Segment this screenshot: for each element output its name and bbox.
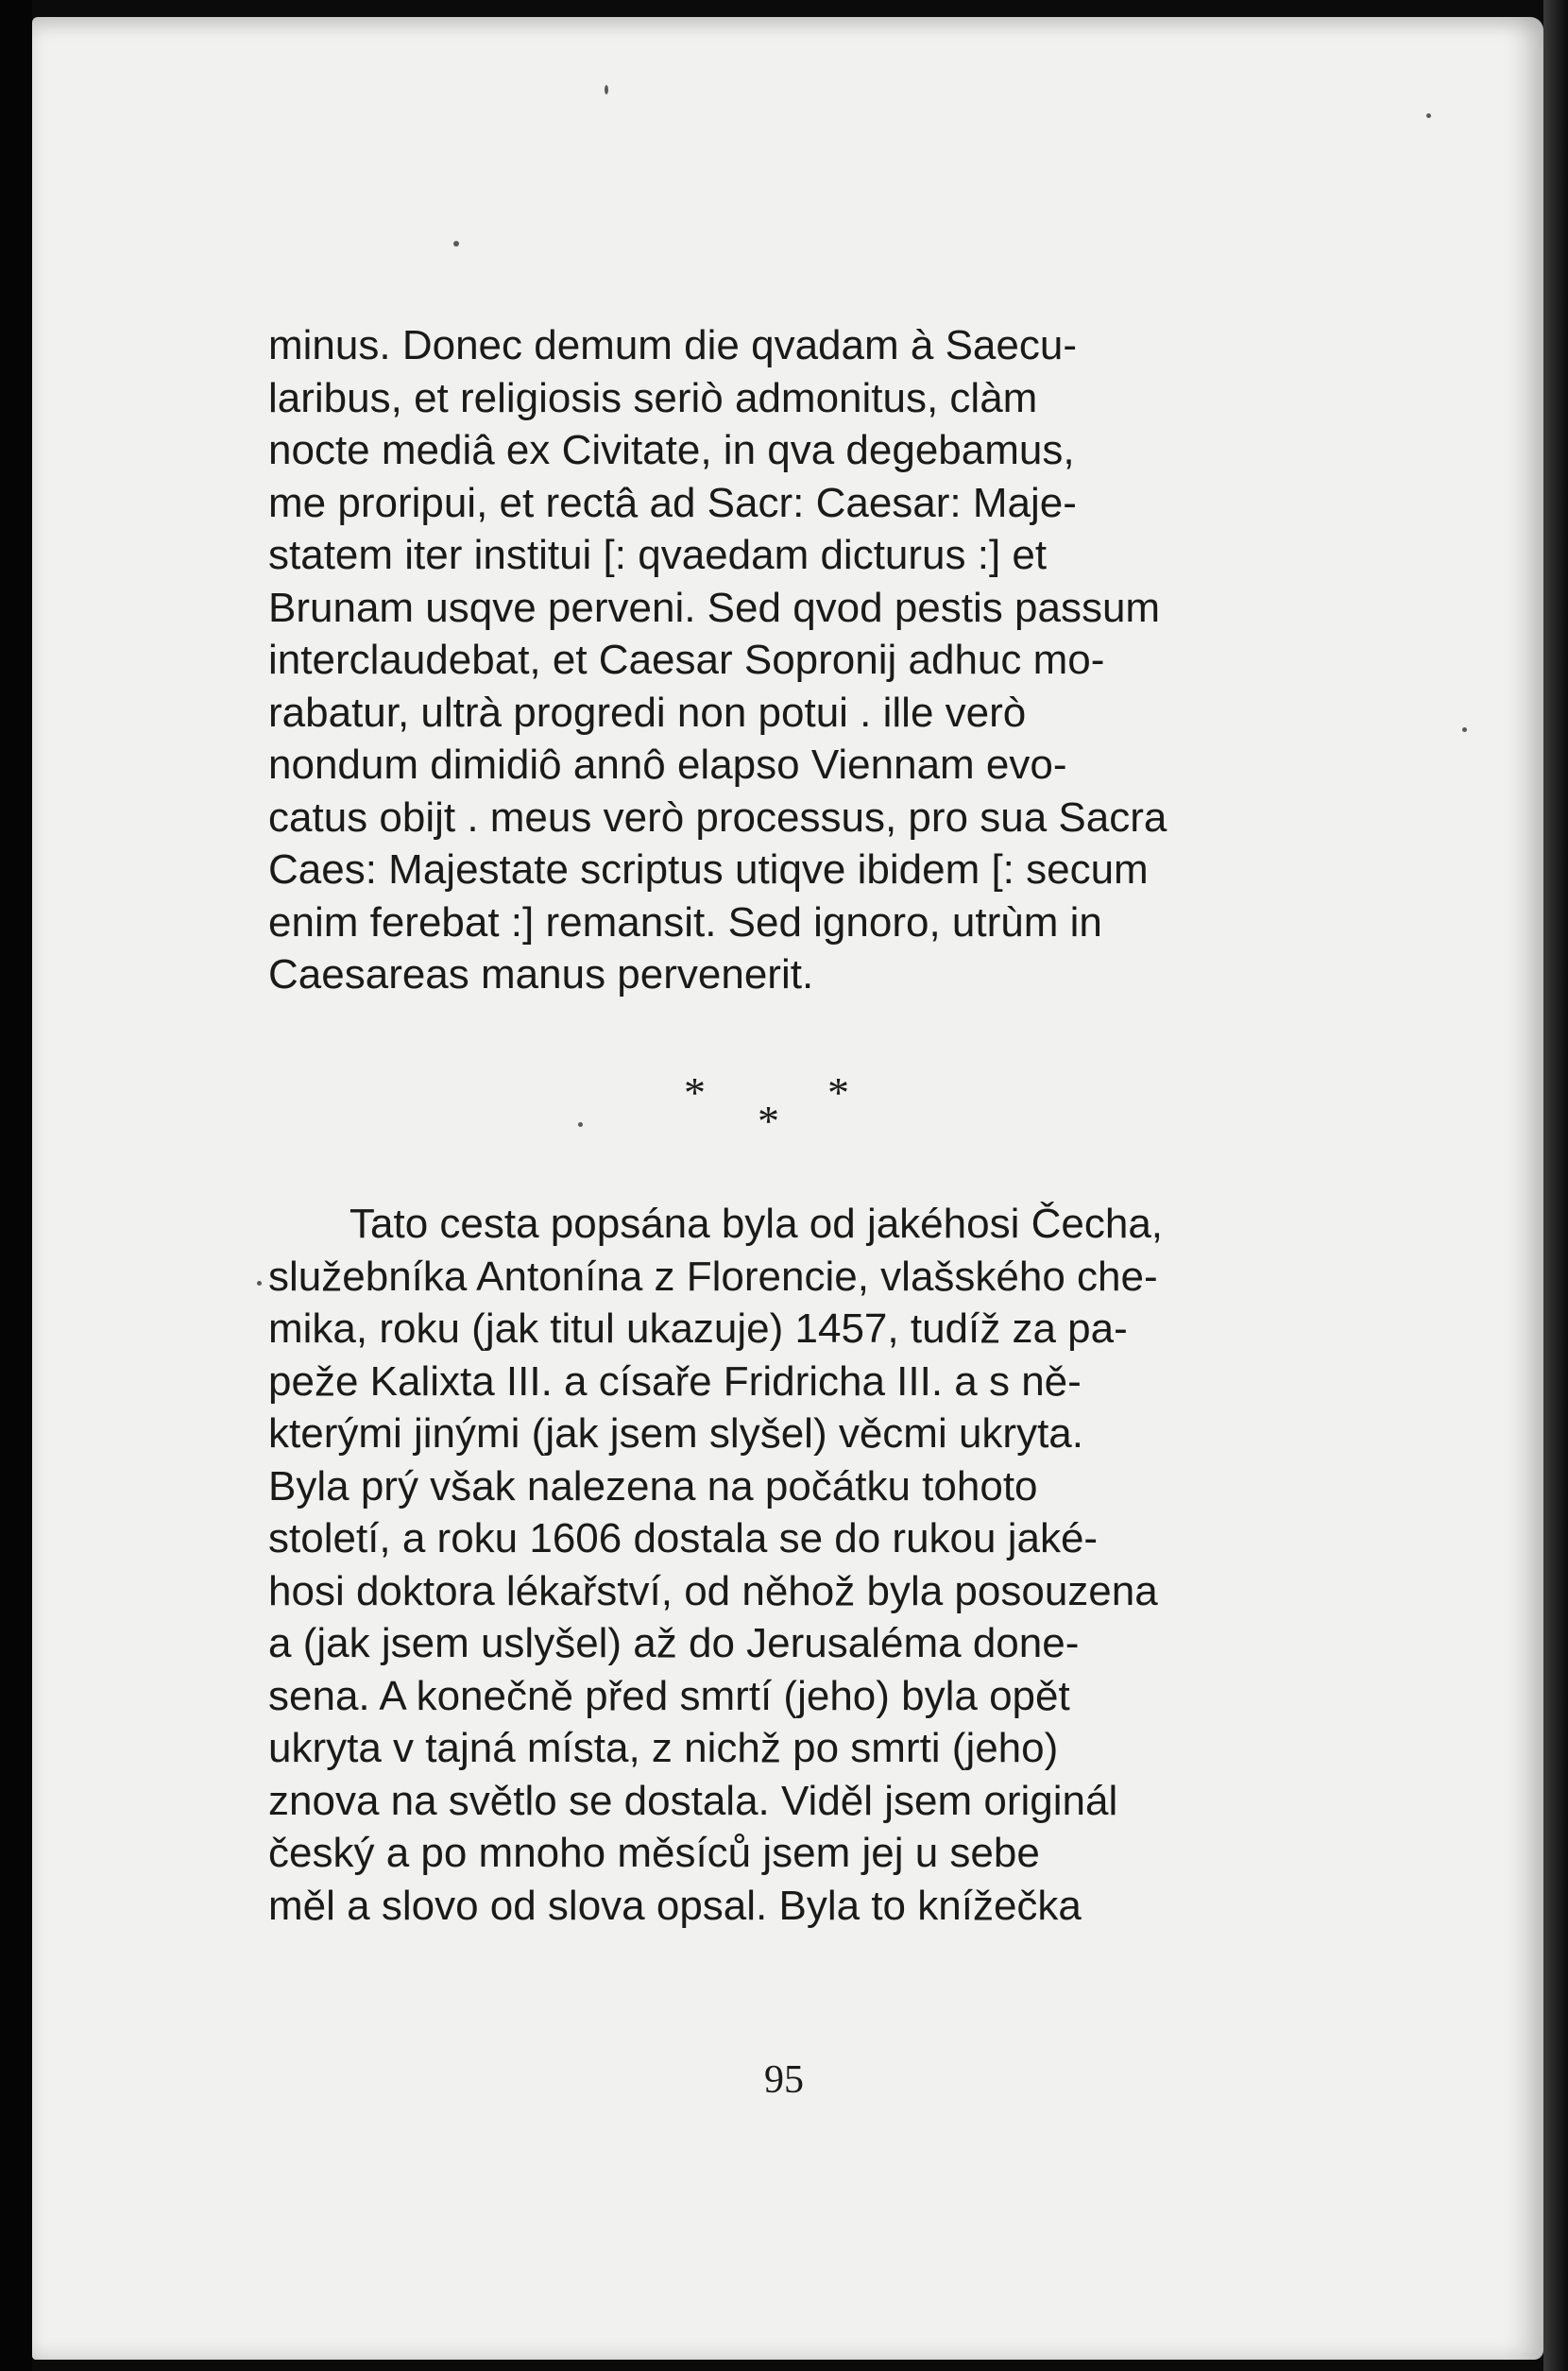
latin-line: Caesareas manus pervenerit. (268, 951, 814, 998)
paper-speck (257, 1281, 262, 1286)
paper-speck (605, 85, 608, 94)
latin-line: nondum dimidiô annô elapso Viennam evo- (268, 742, 1067, 788)
czech-line: český a po mnoho měsíců jsem jej u sebe (268, 1830, 1040, 1876)
paper-speck (1426, 113, 1431, 118)
page-number: 95 (764, 2058, 804, 2102)
czech-line: znova na světlo se dostala. Viděl jsem originál (268, 1777, 1118, 1824)
latin-line: minus. Donec demum die qvadam à Saecu- (268, 322, 1077, 368)
latin-line: Brunam usqve perveni. Sed qvod pestis passum (268, 584, 1161, 631)
czech-line: sena. A konečně před smrtí (jeho) byla opět (268, 1672, 1070, 1719)
czech-line: kterými jinými (jak jsem slyšel) věcmi ukryta. (268, 1410, 1083, 1457)
czech-line: Byla prý však nalezena na počátku tohoto (268, 1462, 1038, 1510)
latin-line: Caes: Majestate scriptus utiqve ibidem [: secum (268, 846, 1149, 893)
czech-line: a (jak jsem uslyšel) až do Jerusaléma done- (268, 1620, 1080, 1666)
czech-line: měl a slovo od slova opsal. Byla to knížečka (268, 1882, 1082, 1929)
czech-line: mika, roku (jak titul ukazuje) 1457, tudíž za pa- (268, 1305, 1128, 1352)
latin-line: nocte mediâ ex Civitate, in qva degebamus, (268, 427, 1075, 473)
page-fore-edge (1543, 0, 1568, 2371)
latin-line: me proripui, et rectâ ad Sacr: Caesar: Maje- (268, 479, 1077, 526)
paper-speck (1462, 727, 1467, 732)
asterisk-mark: * (684, 1068, 706, 1117)
czech-line: století, a roku 1606 dostala se do rukou jaké- (268, 1515, 1099, 1561)
book-binding (0, 0, 32, 2371)
czech-line: služebníka Antonína z Florencie, vlašského che- (268, 1253, 1158, 1300)
czech-line: peže Kalixta III. a císaře Fridricha III. a s ně- (268, 1357, 1082, 1405)
asterisk-mark: * (758, 1097, 779, 1145)
latin-line: statem iter institui [: qvaedam dicturus :] et (268, 532, 1048, 578)
section-asterism (661, 1067, 907, 1152)
latin-line: laribus, et religiosis seriò admonitus, clàm (268, 374, 1038, 421)
latin-line: interclaudebat, et Caesar Sopronij adhuc mo- (268, 637, 1105, 683)
czech-line: hosi doktora lékařství, od něhož byla posouzena (268, 1567, 1158, 1614)
paper-speck (453, 241, 459, 247)
czech-line: ukryta v tajná místa, z nichž po smrti (jeho) (268, 1725, 1059, 1771)
latin-paragraph (268, 319, 1273, 1001)
paper-speck (578, 1122, 583, 1127)
czech-paragraph (268, 1198, 1273, 1932)
latin-line: enim ferebat :] remansit. Sed ignoro, utrùm in (268, 898, 1102, 946)
latin-line: rabatur, ultrà progredi non potui . ille verò (268, 689, 1027, 736)
czech-line: Tato cesta popsána byla od jakéhosi Čecha, (349, 1201, 1164, 1247)
latin-line: catus obijt . meus verò processus, pro sua Sacra (268, 793, 1167, 841)
asterisk-mark: * (827, 1068, 849, 1117)
